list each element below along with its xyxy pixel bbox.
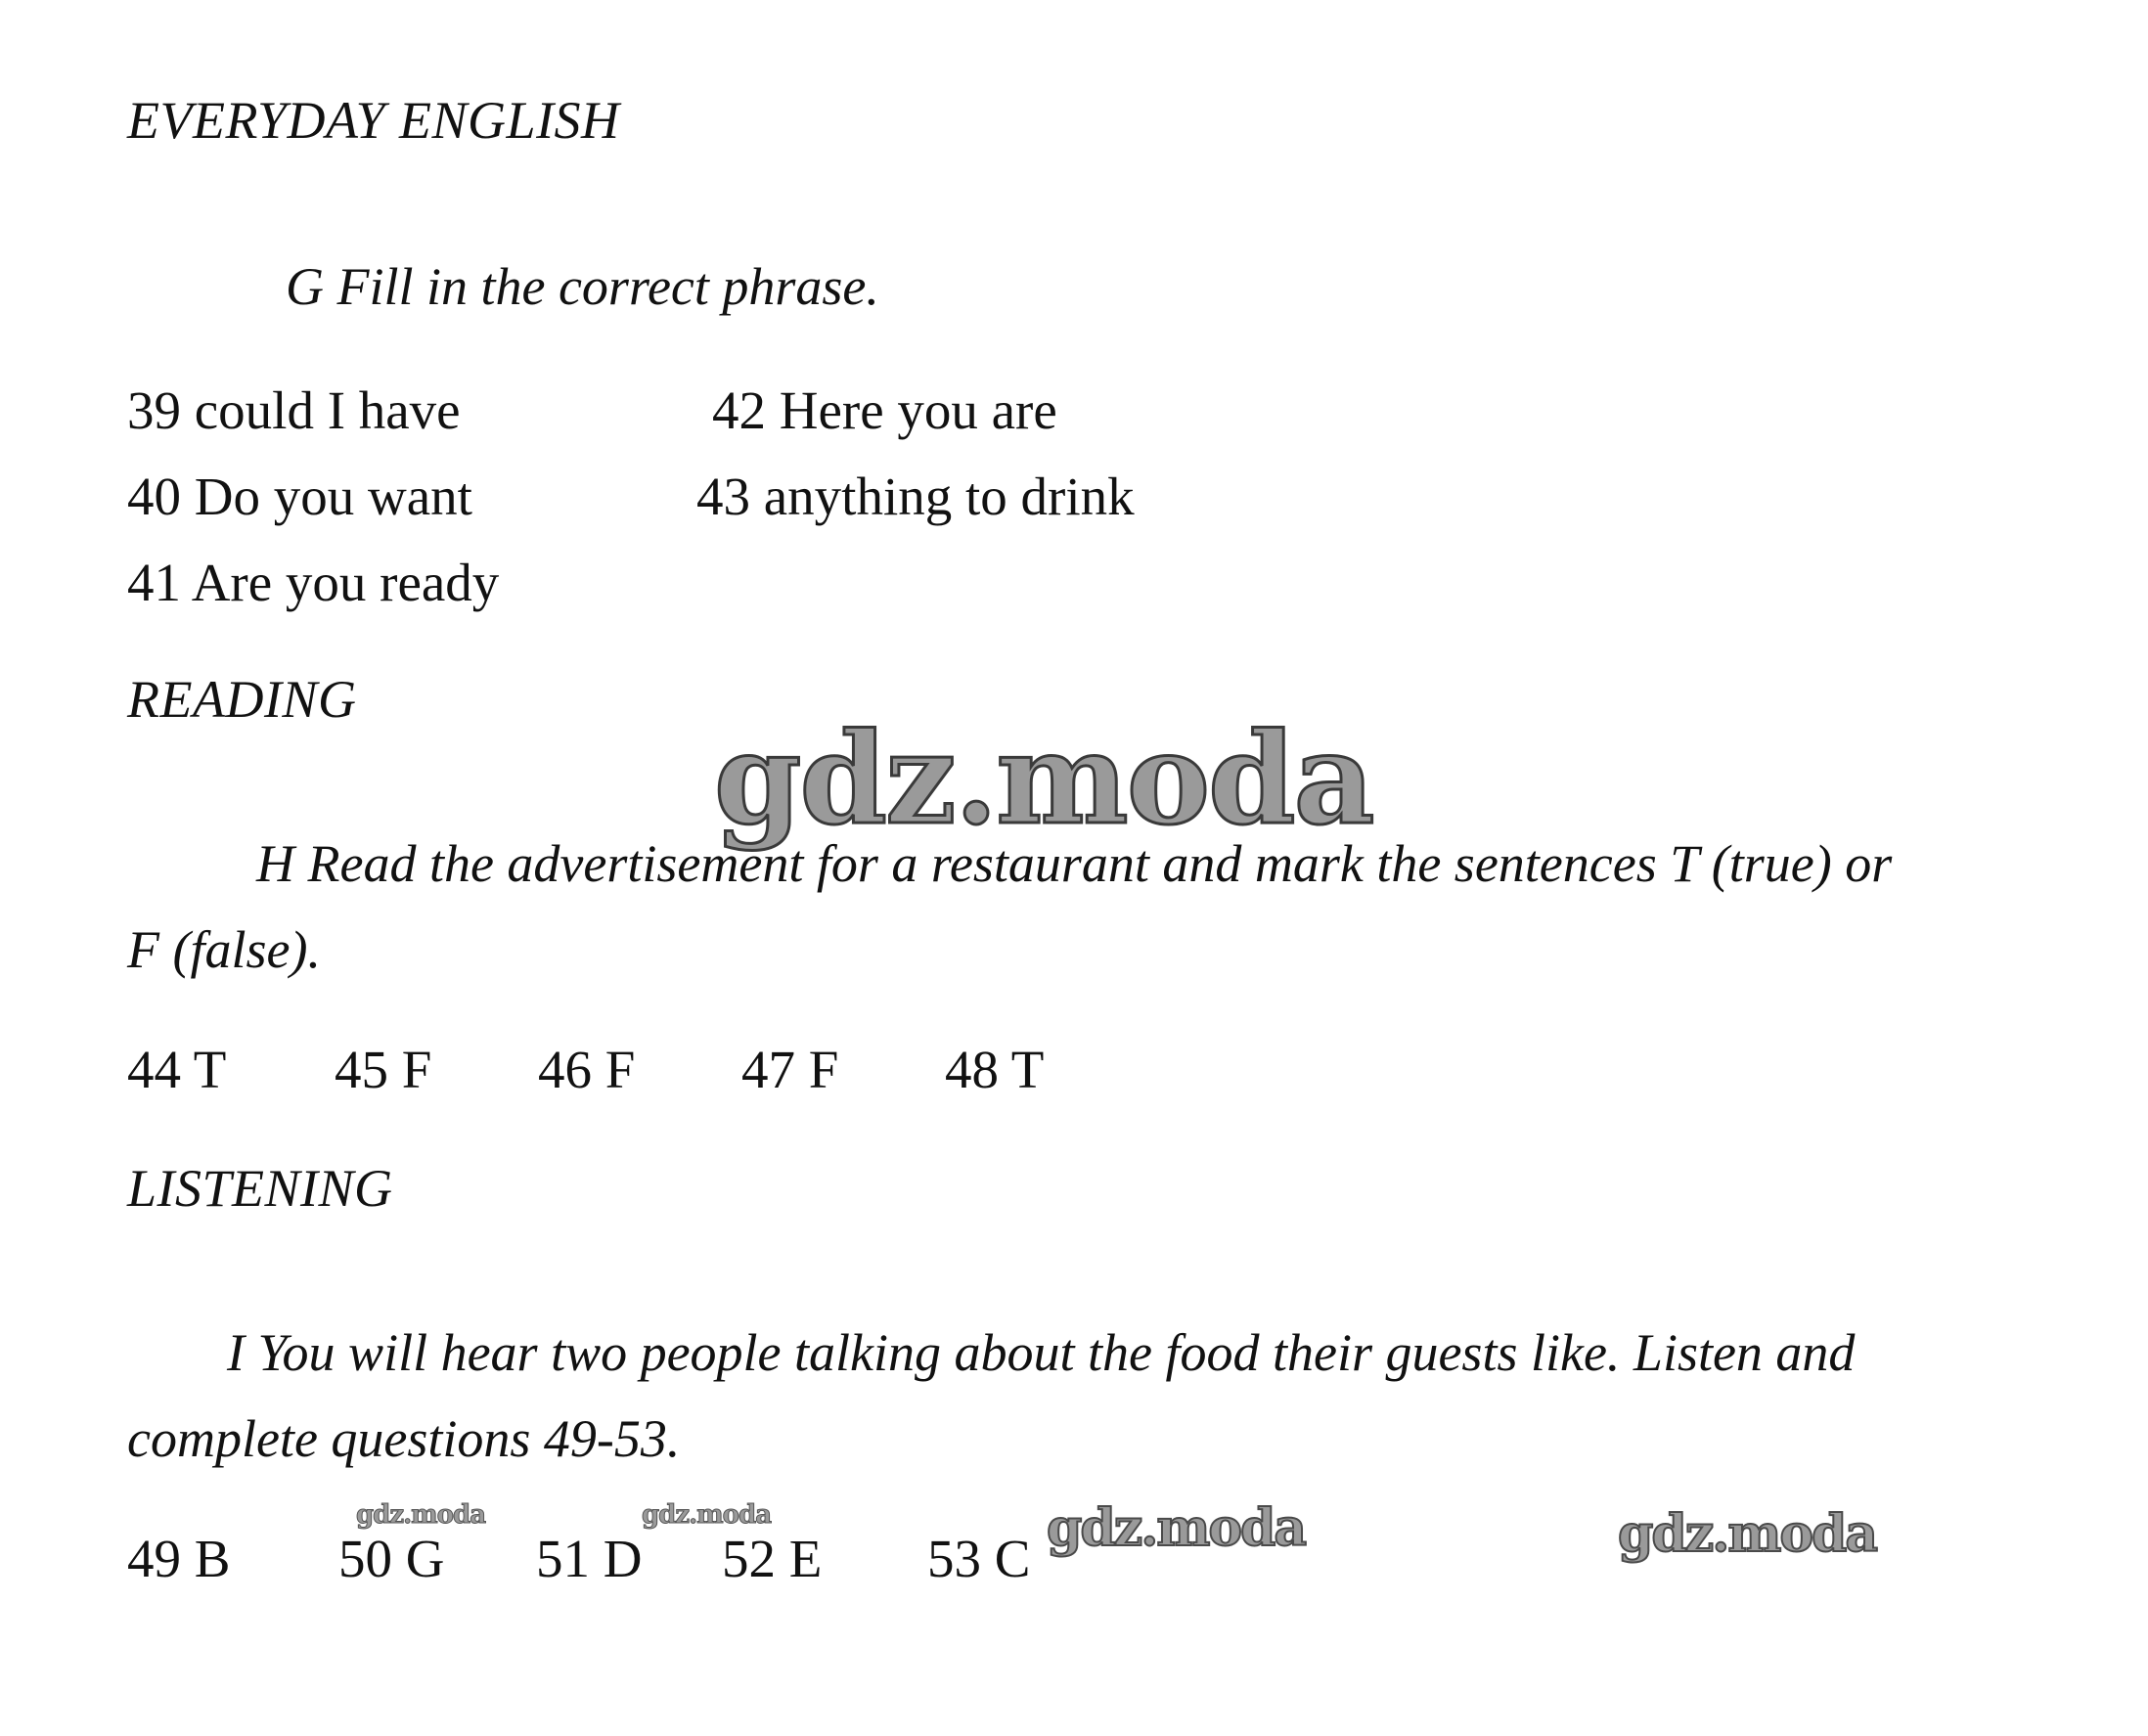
answer-44: 44 T: [127, 1040, 227, 1099]
answer-48: 48 T: [945, 1040, 1045, 1099]
watermark-logo-small-2: gdz.moda: [642, 1500, 772, 1530]
answer-53: 53 C: [927, 1529, 1031, 1588]
answer-39: 39 could I have: [127, 380, 461, 440]
instruction-h-line1: H Read the advertisement for a restaurant and mark the sentences T (true) or: [256, 834, 1893, 893]
section-heading-reading: READING: [127, 670, 357, 729]
watermark-logo-small-1: gdz.moda: [356, 1500, 486, 1530]
answer-46: 46 F: [538, 1040, 636, 1099]
section-heading-listening: LISTENING: [127, 1159, 393, 1218]
answer-45: 45 F: [335, 1040, 432, 1099]
answer-47: 47 F: [741, 1040, 839, 1099]
answer-40: 40 Do you want: [127, 467, 472, 526]
answer-42: 42 Here you are: [712, 380, 1057, 440]
answer-43: 43 anything to drink: [696, 467, 1135, 526]
answer-51: 51 D: [536, 1529, 643, 1588]
answer-52: 52 E: [722, 1529, 823, 1588]
instruction-i-line2: complete questions 49-53.: [127, 1409, 681, 1468]
answer-41: 41 Are you ready: [127, 553, 500, 612]
instruction-h-line2: F (false).: [127, 920, 321, 979]
answer-50: 50 G: [338, 1529, 445, 1588]
watermark-logo-mid-2: gdz.moda: [1618, 1504, 1877, 1564]
watermark-logo-large: gdz.moda: [714, 706, 1373, 853]
instruction-i-line1: I You will hear two people talking about the food their guests like. Listen and: [227, 1323, 1856, 1382]
watermark-logo-mid-1: gdz.moda: [1047, 1498, 1306, 1558]
instruction-g: G Fill in the correct phrase.: [286, 257, 879, 316]
section-heading-everyday-english: EVERYDAY ENGLISH: [127, 91, 620, 150]
answer-49: 49 B: [127, 1529, 231, 1588]
